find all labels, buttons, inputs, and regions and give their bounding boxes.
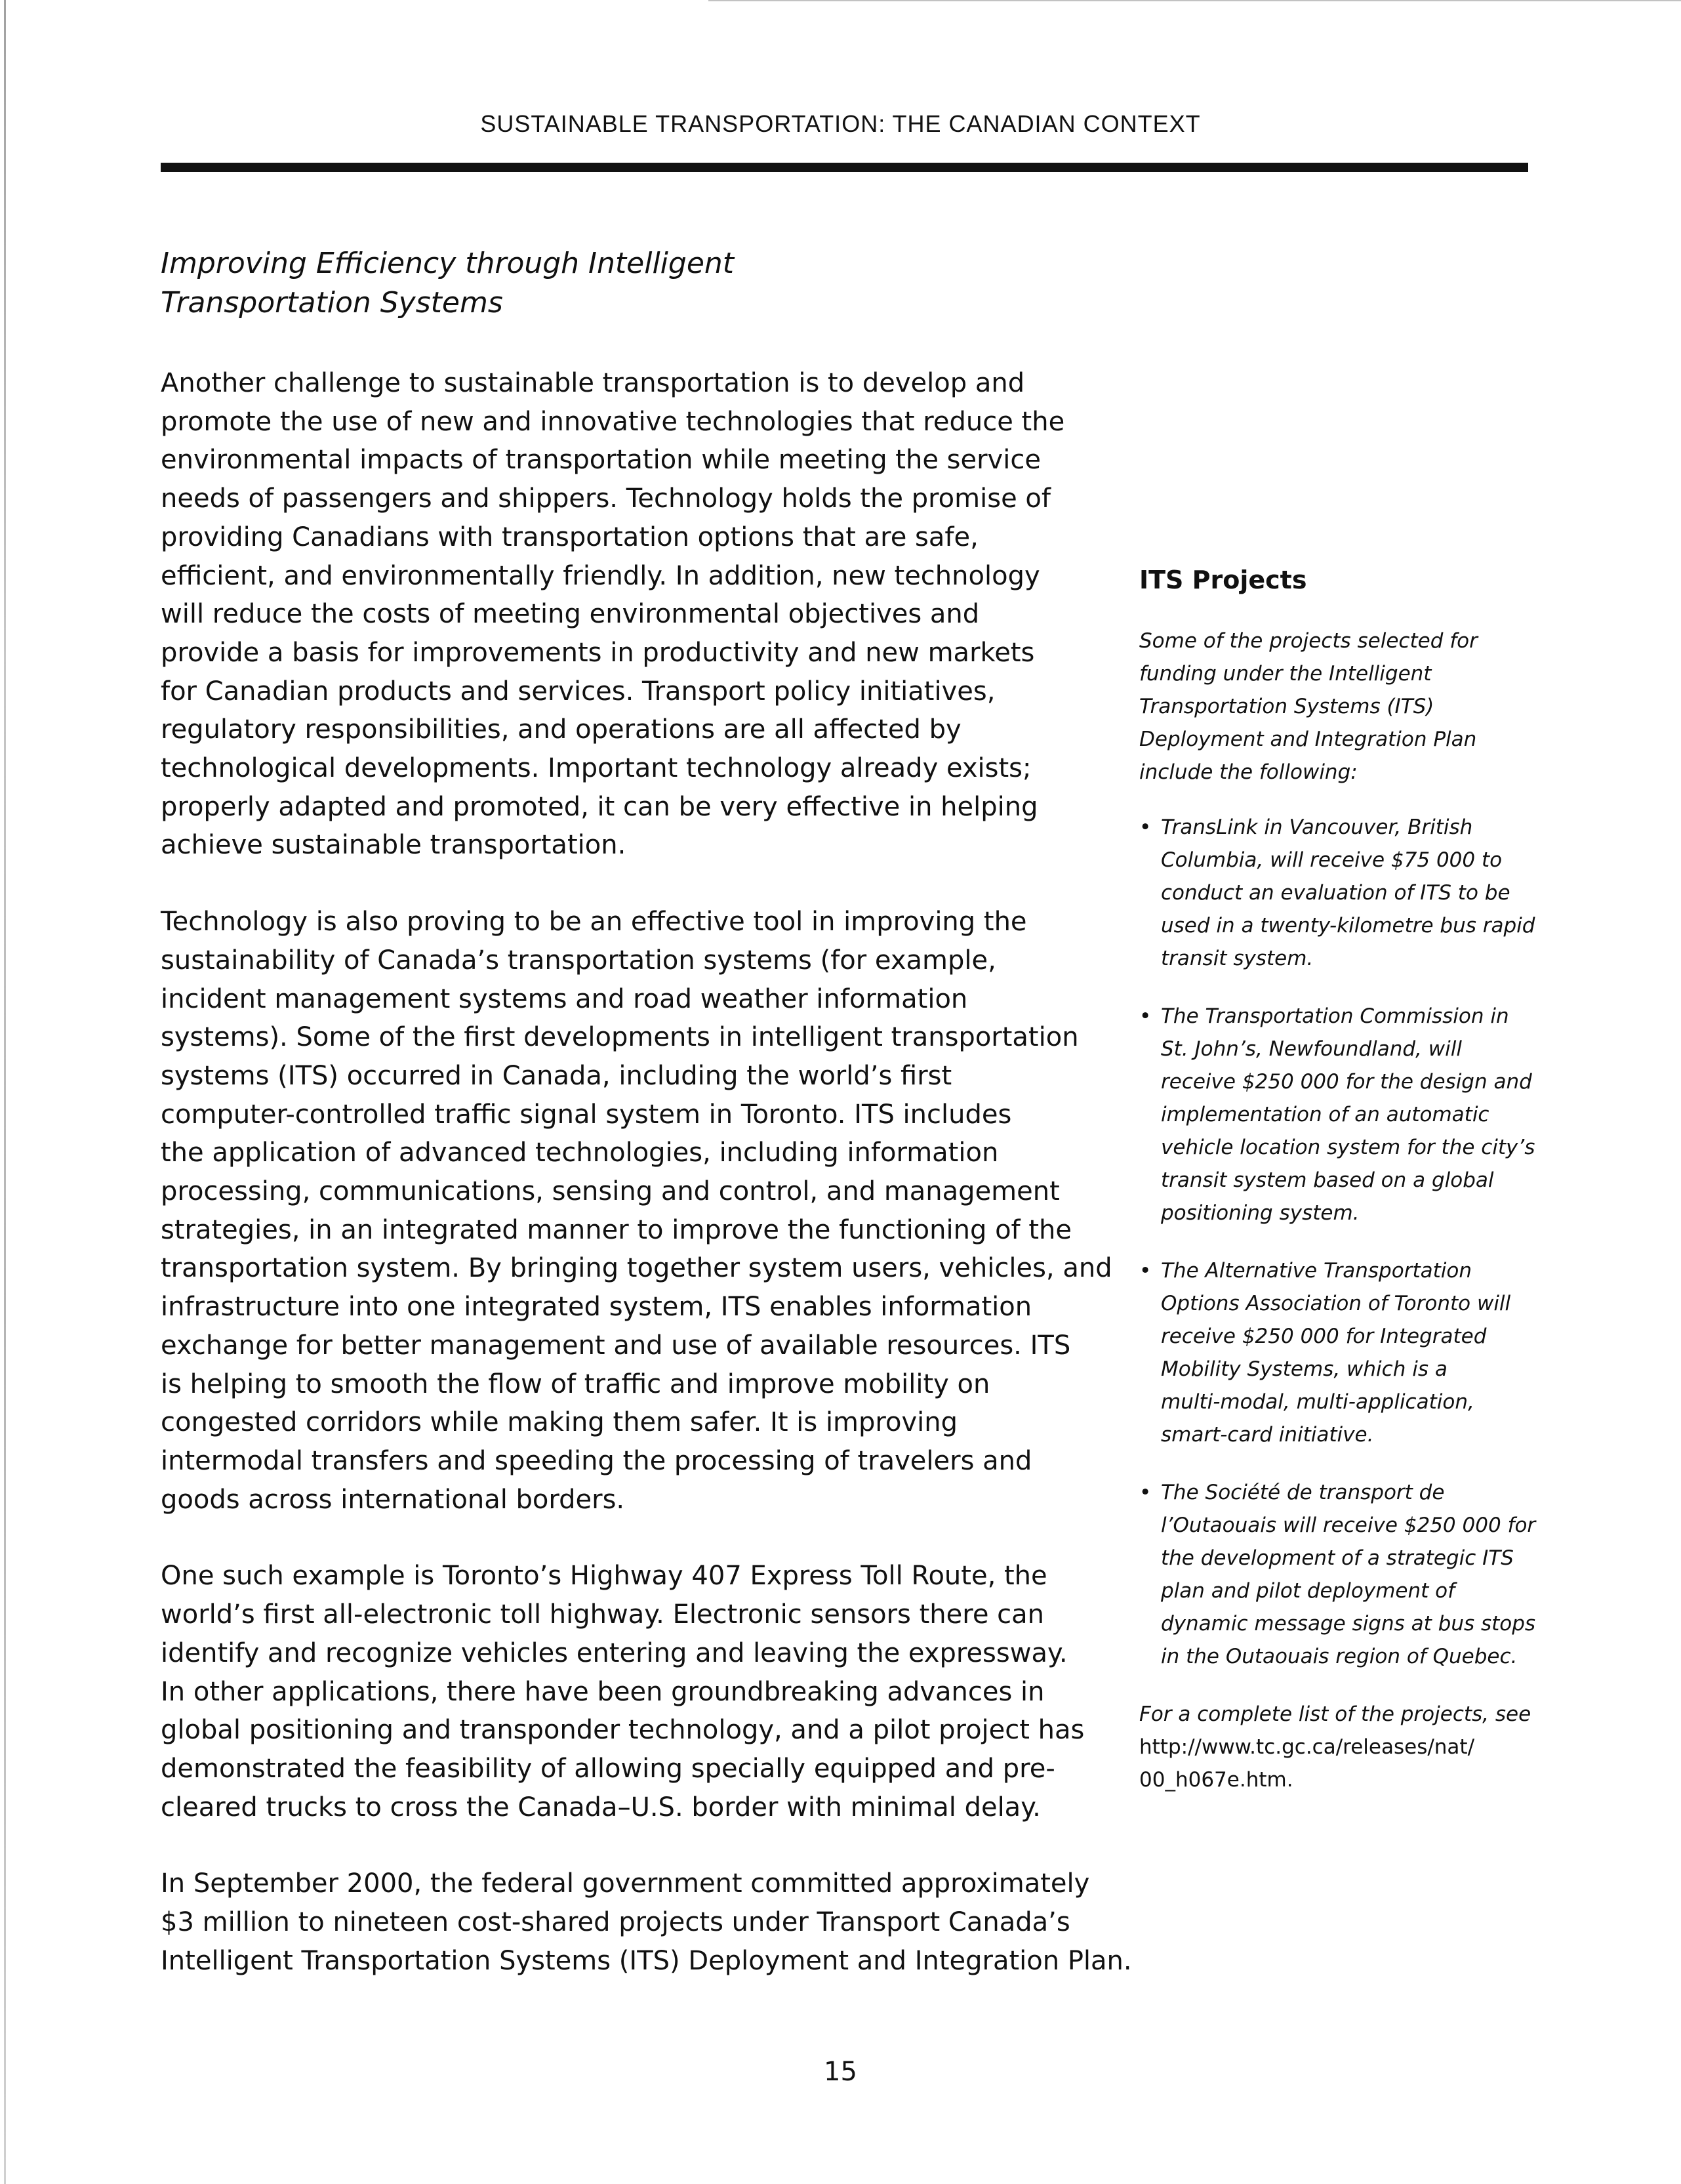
body-line: computer-controlled traffic signal system in Toronto. ITS includes <box>161 1099 1012 1130</box>
section-title-line: Improving Efficiency through Intelligent <box>161 247 735 280</box>
body-line: needs of passengers and shippers. Technology holds the promise of <box>161 484 1051 514</box>
sidebar-item-line: St. John’s, Newfoundland, will <box>1161 1037 1462 1061</box>
body-line: sustainability of Canada’s transportation systems (for example, <box>161 945 996 976</box>
sidebar-item-line: Options Association of Toronto will <box>1161 1292 1511 1315</box>
sidebar-item-line: used in a twenty-kilometre bus rapid <box>1161 914 1535 937</box>
bullet-icon: • <box>1139 1259 1152 1283</box>
body-paragraph <box>161 364 1125 865</box>
body-line: promote the use of new and innovative technologies that reduce the <box>161 406 1065 437</box>
sidebar-item-line: The Alternative Transportation <box>1161 1259 1472 1283</box>
bullet-icon: • <box>1139 1481 1152 1504</box>
sidebar-intro-line: funding under the Intelligent <box>1139 662 1432 686</box>
body-line: environmental impacts of transportation while meeting the service <box>161 445 1041 476</box>
sidebar-item-line: transit system. <box>1161 947 1314 970</box>
sidebar-item-line: the development of a strategic ITS <box>1161 1546 1514 1570</box>
sidebar-item-line: implementation of an automatic <box>1161 1103 1489 1126</box>
sidebar-list-item <box>1139 811 1546 975</box>
sidebar-item-line: in the Outaouais region of Quebec. <box>1161 1645 1518 1668</box>
sidebar-footer-url-continued[interactable]: 00_h067e.htm. <box>1139 1768 1293 1792</box>
sidebar-item-line: receive $250 000 for the design and <box>1161 1070 1532 1094</box>
body-line: congested corridors while making them safer. It is improving <box>161 1407 958 1438</box>
body-line: Another challenge to sustainable transportation is to develop and <box>161 368 1025 398</box>
body-line: providing Canadians with transportation options that are safe, <box>161 522 979 552</box>
sidebar-intro-line: Transportation Systems (ITS) <box>1139 695 1434 718</box>
body-line: One such example is Toronto’s Highway 407 Express Toll Route, the <box>161 1561 1047 1592</box>
sidebar-its-projects <box>1139 564 1546 1796</box>
body-line: transportation system. By bringing together system users, vehicles, and <box>161 1253 1112 1284</box>
body-line: strategies, in an integrated manner to improve the functioning of the <box>161 1214 1072 1245</box>
body-line: regulatory responsibilities, and operations are all affected by <box>161 714 962 745</box>
body-line: global positioning and transponder technology, and a pilot project has <box>161 1715 1085 1746</box>
sidebar-item-line: TransLink in Vancouver, British <box>1161 815 1473 839</box>
sidebar-item-line: receive $250 000 for Integrated <box>1161 1325 1487 1348</box>
sidebar-list <box>1139 811 1546 1673</box>
sidebar-intro <box>1139 625 1546 789</box>
body-line: processing, communications, sensing and control, and management <box>161 1176 1060 1207</box>
body-line: world’s first all-electronic toll highway. Electronic sensors there can <box>161 1599 1044 1630</box>
section-title-line: Transportation Systems <box>161 286 503 319</box>
sidebar-item-line: multi-modal, multi-application, <box>1161 1390 1474 1414</box>
body-line: infrastructure into one integrated system, ITS enables information <box>161 1292 1032 1323</box>
body-paragraph <box>161 1557 1125 1826</box>
sidebar-item-line: smart-card initiative. <box>1161 1423 1374 1447</box>
sidebar-item-line: l’Outaouais will receive $250 000 for <box>1161 1514 1536 1537</box>
body-paragraph <box>161 903 1125 1519</box>
sidebar-item-line: dynamic message signs at bus stops <box>1161 1612 1536 1636</box>
sidebar-item-line: Mobility Systems, which is a <box>1161 1357 1448 1381</box>
sidebar-item-line: conduct an evaluation of ITS to be <box>1161 881 1510 905</box>
body-line: demonstrated the feasibility of allowing specially equipped and pre- <box>161 1753 1055 1784</box>
body-line: Technology is also proving to be an effective tool in improving the <box>161 907 1027 937</box>
sidebar-list-item <box>1139 1254 1546 1451</box>
sidebar-title: ITS Projects <box>1139 566 1307 594</box>
sidebar-list-item <box>1139 1476 1546 1673</box>
body-line: for Canadian products and services. Transport policy initiatives, <box>161 676 996 707</box>
body-line: achieve sustainable transportation. <box>161 830 626 861</box>
sidebar-list-item <box>1139 1000 1546 1229</box>
body-line: identify and recognize vehicles entering and leaving the expressway. <box>161 1638 1068 1668</box>
sidebar-item-line: The Transportation Commission in <box>1161 1004 1509 1028</box>
body-line: provide a basis for improvements in productivity and new markets <box>161 637 1035 668</box>
sidebar-footer-lead: For a complete list of the projects, see <box>1139 1702 1531 1726</box>
body-line: exchange for better management and use of available resources. ITS <box>161 1330 1071 1361</box>
sidebar-intro-line: Deployment and Integration Plan <box>1139 728 1477 751</box>
scan-edge-left <box>4 0 6 2184</box>
body-line: In other applications, there have been groundbreaking advances in <box>161 1676 1045 1707</box>
body-line: is helping to smooth the flow of traffic and improve mobility on <box>161 1369 990 1399</box>
section-title <box>161 244 882 323</box>
sidebar-intro-line: include the following: <box>1139 760 1358 784</box>
sidebar-item-line: positioning system. <box>1161 1201 1360 1225</box>
body-line: cleared trucks to cross the Canada–U.S. border with minimal delay. <box>161 1792 1041 1823</box>
body-line: $3 million to nineteen cost-shared projects under Transport Canada’s <box>161 1907 1070 1938</box>
sidebar-item-line: plan and pilot deployment of <box>1161 1579 1455 1603</box>
sidebar-footer-url[interactable]: http://www.tc.gc.ca/releases/nat/ <box>1139 1735 1475 1759</box>
sidebar-item-line: The Société de transport de <box>1161 1481 1445 1504</box>
bullet-icon: • <box>1139 815 1152 839</box>
scan-edge-top <box>708 0 1681 1</box>
main-body <box>161 364 1132 2018</box>
body-line: systems). Some of the first developments in intelligent transportation <box>161 1022 1079 1053</box>
page-number: 15 <box>824 2057 857 2087</box>
sidebar-item-line: Columbia, will receive $75 000 to <box>1161 848 1503 872</box>
body-line: technological developments. Important technology already exists; <box>161 753 1032 784</box>
running-head: SUSTAINABLE TRANSPORTATION: THE CANADIAN CONTEXT <box>480 110 1201 137</box>
body-line: systems (ITS) occurred in Canada, including the world’s first <box>161 1060 952 1091</box>
sidebar-intro-line: Some of the projects selected for <box>1139 629 1478 653</box>
body-line: will reduce the costs of meeting environmental objectives and <box>161 599 980 630</box>
sidebar-item-line: vehicle location system for the city’s <box>1161 1136 1535 1159</box>
sidebar-footer <box>1139 1698 1546 1796</box>
body-line: Intelligent Transportation Systems (ITS) Deployment and Integration Plan. <box>161 1945 1132 1976</box>
body-line: properly adapted and promoted, it can be very effective in helping <box>161 791 1038 822</box>
body-line: efficient, and environmentally friendly. In addition, new technology <box>161 560 1040 591</box>
body-line: goods across international borders. <box>161 1484 625 1515</box>
bullet-icon: • <box>1139 1004 1152 1028</box>
body-line: In September 2000, the federal government committed approximately <box>161 1868 1090 1899</box>
body-line: intermodal transfers and speeding the processing of travelers and <box>161 1445 1032 1476</box>
header-rule <box>161 163 1528 172</box>
body-line: incident management systems and road weather information <box>161 983 968 1014</box>
body-paragraph <box>161 1865 1132 1980</box>
sidebar-item-line: transit system based on a global <box>1161 1168 1494 1192</box>
body-line: the application of advanced technologies, including information <box>161 1138 999 1168</box>
